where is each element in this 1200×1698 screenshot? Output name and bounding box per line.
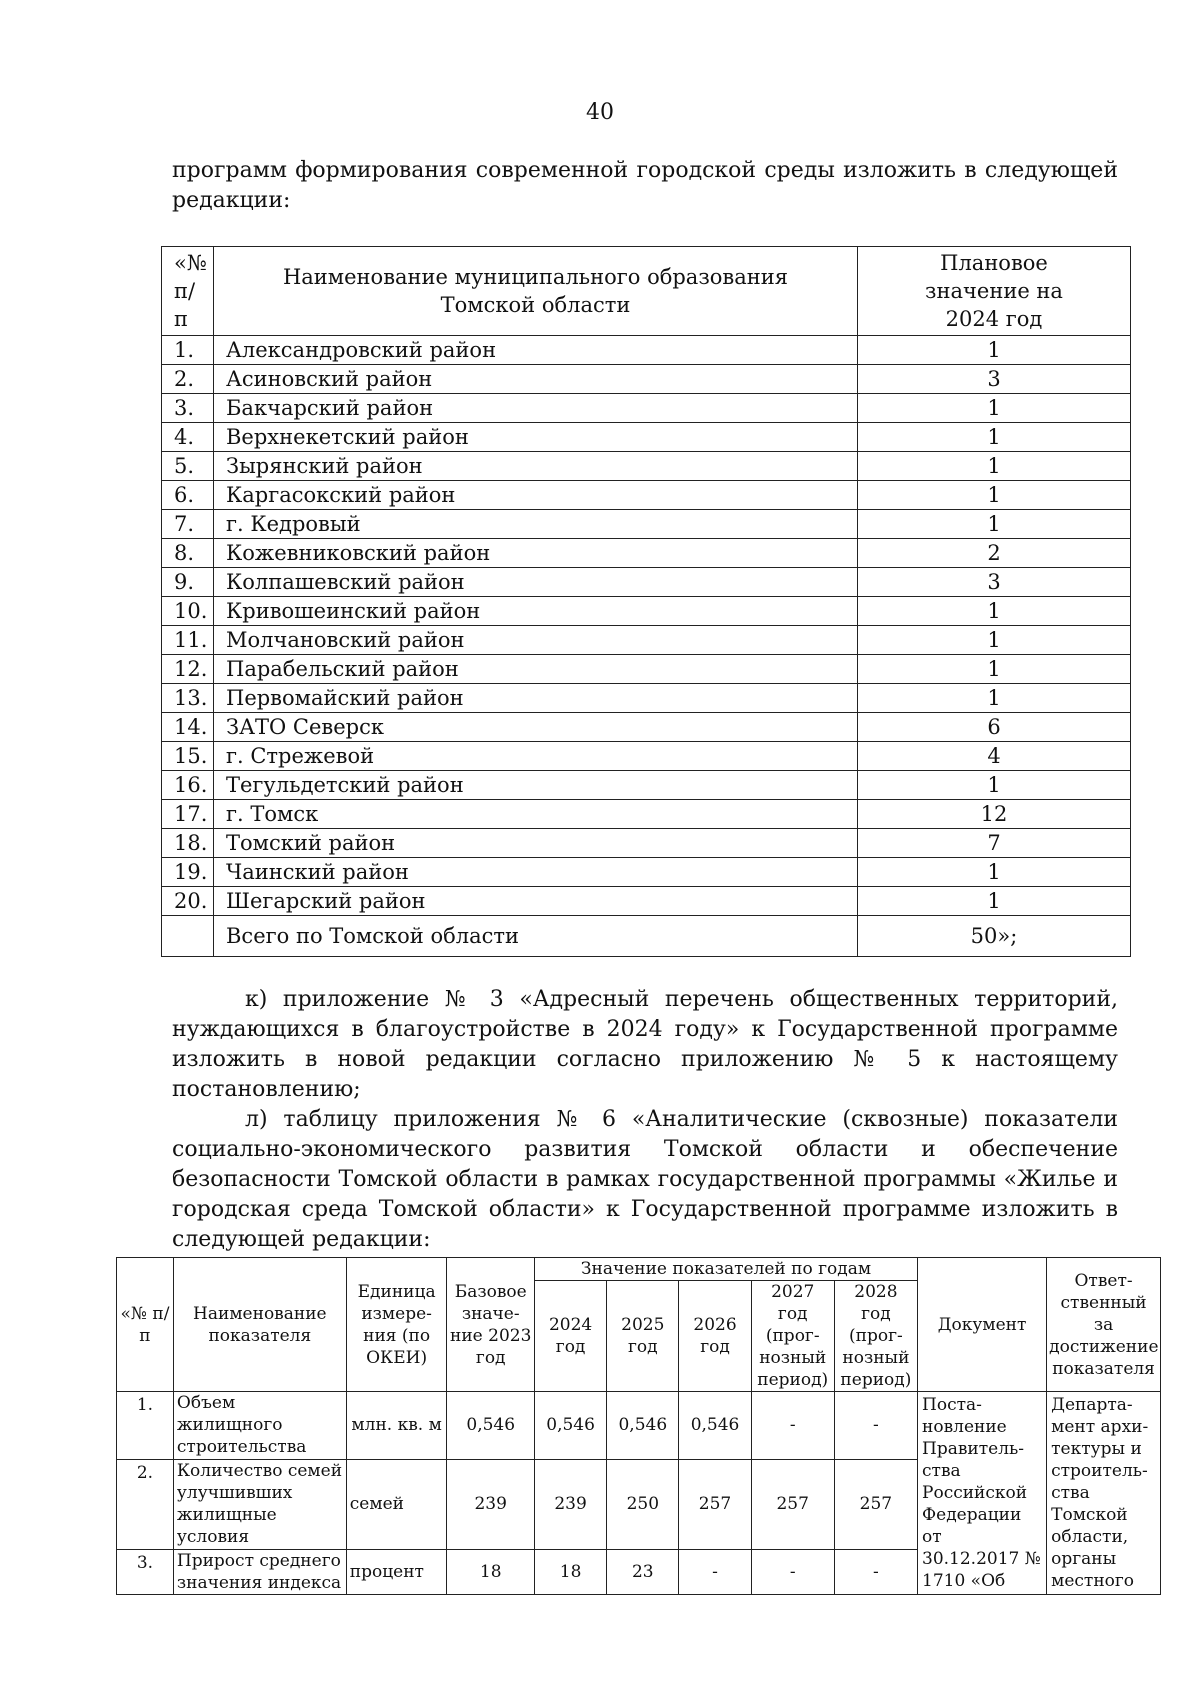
table-row (162, 365, 1131, 394)
table-row (162, 887, 1131, 916)
row-name: Колпашевский район (214, 568, 858, 597)
header-responsible: Ответ-ственный за достижение показателя (1047, 1258, 1161, 1392)
row-2028: - (834, 1549, 917, 1594)
document-cell: Поста-новление Правитель-ства Российской Федерации от 30.12.2017 № 1710 «Об (918, 1392, 1047, 1595)
row-value: 1 (858, 626, 1131, 655)
row-2028: - (834, 1392, 917, 1460)
row-2025: 23 (607, 1549, 679, 1594)
row-2026: 0,546 (679, 1392, 751, 1460)
row-num: 11. (162, 626, 214, 655)
row-value: 1 (858, 481, 1131, 510)
table-row (162, 742, 1131, 771)
table-row (162, 481, 1131, 510)
header-name: Наименование муниципального образования Томской области (214, 247, 858, 336)
row-name: ЗАТО Северск (214, 713, 858, 742)
row-num: 20. (162, 887, 214, 916)
row-name: Бакчарский район (214, 394, 858, 423)
row-value: 7 (858, 829, 1131, 858)
row-num: 3. (117, 1549, 174, 1594)
row-unit: млн. кв. м (346, 1392, 447, 1460)
table-row (162, 829, 1131, 858)
table-row (162, 713, 1131, 742)
row-num: 2. (162, 365, 214, 394)
row-2028: 257 (834, 1459, 917, 1549)
row-value: 1 (858, 423, 1131, 452)
table-row (162, 771, 1131, 800)
row-num: 4. (162, 423, 214, 452)
row-2024: 239 (534, 1459, 606, 1549)
header-base: Базовое значе-ние 2023 год (447, 1258, 535, 1392)
intro-paragraph: программ формирования современной городской среды изложить в следующей редакции: (172, 158, 1118, 213)
row-2027: - (751, 1549, 834, 1594)
header-document: Документ (918, 1258, 1047, 1392)
table-row (117, 1392, 1161, 1460)
row-name: Чаинский район (214, 858, 858, 887)
row-value: 1 (858, 510, 1131, 539)
row-2025: 0,546 (607, 1392, 679, 1460)
row-name: Кривошеинский район (214, 597, 858, 626)
row-value: 1 (858, 771, 1131, 800)
table-row (162, 510, 1131, 539)
row-value: 1 (858, 452, 1131, 481)
table-row (162, 336, 1131, 365)
table-body (162, 336, 1131, 957)
row-name: Каргасокский район (214, 481, 858, 510)
row-num: 16. (162, 771, 214, 800)
row-num: 12. (162, 655, 214, 684)
table-row (162, 423, 1131, 452)
row-name: Парабельский район (214, 655, 858, 684)
page-number: 40 (586, 100, 614, 125)
row-value: 1 (858, 394, 1131, 423)
row-num: 3. (162, 394, 214, 423)
row-value: 1 (858, 597, 1131, 626)
row-value: 12 (858, 800, 1131, 829)
row-num: 6. (162, 481, 214, 510)
table-header-row (162, 247, 1131, 336)
row-value: 1 (858, 336, 1131, 365)
table-row (162, 452, 1131, 481)
row-value: 1 (858, 887, 1131, 916)
row-name: Кожевниковский район (214, 539, 858, 568)
paragraph-l: л) таблицу приложения № 6 «Аналитические (сквозные) показатели социально-экономического развития Томской области и обеспечение безопасности Томской области в рамках государственной программы «Жилье и городская среда Томской области» к Государственной программе изложить в следующей редакции: (172, 1107, 1118, 1252)
header-num: «№ п/п (162, 247, 214, 336)
total-label: Всего по Томской области (214, 916, 858, 957)
header-num: «№ п/п (117, 1258, 174, 1392)
row-num: 2. (117, 1459, 174, 1549)
row-name: Томский район (214, 829, 858, 858)
table-row (162, 684, 1131, 713)
row-num: 1. (162, 336, 214, 365)
header-2027: 2027 год (прог-нозный период) (751, 1281, 834, 1392)
row-unit: процент (346, 1549, 447, 1594)
row-2025: 250 (607, 1459, 679, 1549)
header-2028: 2028 год (прог-нозный период) (834, 1281, 917, 1392)
row-value: 3 (858, 365, 1131, 394)
row-2026: 257 (679, 1459, 751, 1549)
table-row (162, 626, 1131, 655)
row-name: Шегарский район (214, 887, 858, 916)
row-2027: - (751, 1392, 834, 1460)
table-row (162, 568, 1131, 597)
row-num: 19. (162, 858, 214, 887)
header-value: Плановое значение на 2024 год (858, 247, 1131, 336)
row-num: 18. (162, 829, 214, 858)
row-base: 0,546 (447, 1392, 535, 1460)
row-value: 1 (858, 655, 1131, 684)
table-row (162, 394, 1131, 423)
row-name: г. Стрежевой (214, 742, 858, 771)
total-num (162, 916, 214, 957)
row-name: Асиновский район (214, 365, 858, 394)
row-2024: 0,546 (534, 1392, 606, 1460)
header-name: Наименование показателя (173, 1258, 346, 1392)
row-name: Молчановский район (214, 626, 858, 655)
row-value: 1 (858, 858, 1131, 887)
table-row (162, 655, 1131, 684)
row-base: 18 (447, 1549, 535, 1594)
table-row (162, 800, 1131, 829)
table-row (162, 858, 1131, 887)
row-num: 8. (162, 539, 214, 568)
row-num: 17. (162, 800, 214, 829)
row-num: 14. (162, 713, 214, 742)
row-name: Первомайский район (214, 684, 858, 713)
row-name: Количество семей улучшивших жилищные условия (173, 1459, 346, 1549)
row-base: 239 (447, 1459, 535, 1549)
row-num: 9. (162, 568, 214, 597)
indicators-table (116, 1257, 1161, 1595)
table-header-row (117, 1258, 1161, 1281)
header-unit: Единица измере-ния (по ОКЕИ) (346, 1258, 447, 1392)
row-2026: - (679, 1549, 751, 1594)
row-name: Александровский район (214, 336, 858, 365)
row-value: 3 (858, 568, 1131, 597)
row-name: Прирост среднего значения индекса (173, 1549, 346, 1594)
municipalities-table (161, 246, 1131, 957)
row-2027: 257 (751, 1459, 834, 1549)
row-unit: семей (346, 1459, 447, 1549)
header-2024: 2024 год (534, 1281, 606, 1392)
row-num: 13. (162, 684, 214, 713)
total-value: 50»; (858, 916, 1131, 957)
row-name: Зырянский район (214, 452, 858, 481)
row-num: 15. (162, 742, 214, 771)
header-2026: 2026 год (679, 1281, 751, 1392)
table-row (162, 597, 1131, 626)
row-value: 4 (858, 742, 1131, 771)
table-row (162, 539, 1131, 568)
row-value: 2 (858, 539, 1131, 568)
row-num: 5. (162, 452, 214, 481)
header-2025: 2025 год (607, 1281, 679, 1392)
row-name: Объем жилищного строительства (173, 1392, 346, 1460)
row-2024: 18 (534, 1549, 606, 1594)
row-name: г. Кедровый (214, 510, 858, 539)
row-num: 10. (162, 597, 214, 626)
row-name: Верхнекетский район (214, 423, 858, 452)
paragraph-k: к) приложение № 3 «Адресный перечень общественных территорий, нуждающихся в благоустройстве в 2024 году» к Государственной программе изложить в новой редакции согласно приложению № 5 к настоящему постановлению; (172, 987, 1118, 1102)
row-name: г. Томск (214, 800, 858, 829)
row-value: 6 (858, 713, 1131, 742)
header-values-group: Значение показателей по годам (534, 1258, 917, 1281)
row-num: 7. (162, 510, 214, 539)
responsible-cell: Департа-мент архи-тектуры и строитель-ства Томской области, органы местного (1047, 1392, 1161, 1595)
row-value: 1 (858, 684, 1131, 713)
total-row (162, 916, 1131, 957)
row-name: Тегульдетский район (214, 771, 858, 800)
row-num: 1. (117, 1392, 174, 1460)
